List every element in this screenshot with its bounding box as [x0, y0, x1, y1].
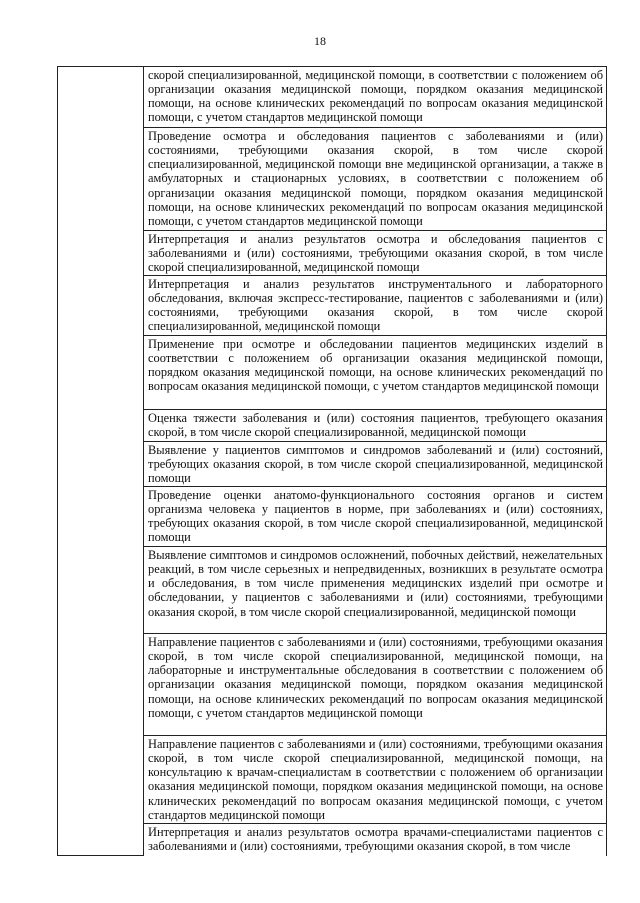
left-column-cell: [58, 67, 144, 856]
table-cell: Интерпретация и анализ результатов осмотра врачами-специалистами пациентов с заболеваниями и (или) состояниями, требующими оказания скорой, в том числе: [144, 824, 607, 856]
table-cell: Интерпретация и анализ результатов инструментального и лабораторного обследования, включая экспресс-тестирование, пациентов с заболеваниями и (или) состояниями, требующими оказания скорой, в том числе скорой специализированной, медицинской помощи: [144, 276, 607, 336]
table-cell: Направление пациентов с заболеваниями и (или) состояниями, требующими оказания скорой, в том числе скорой специализированной, медицинской помощи, на консультацию к врачам-специалистам в соответствии с положением об организации оказания медицинской помощи, порядком оказания медицинской помощи, на основе клинических рекомендаций по вопросам оказания медицинской помощи, с учетом стандартов медицинской помощи: [144, 736, 607, 824]
table-cell: Оценка тяжести заболевания и (или) состояния пациентов, требующего оказания скорой, в том числе скорой специализированной, медицинской помощи: [144, 410, 607, 442]
table-cell: Выявление симптомов и синдромов осложнений, побочных действий, нежелательных реакций, в том числе серьезных и непредвиденных, возникших в результате осмотра и обследования, в том числе применения медицинских изделий при осмотре и обследовании, у пациентов с заболеваниями и (или) состояниями, требующими оказания скорой, в том числе скорой специализированной, медицинской помощи: [144, 547, 607, 634]
table-row: [58, 67, 607, 128]
table-cell: Применение при осмотре и обследовании пациентов медицинских изделий в соответствии с положением об организации оказания медицинской помощи, порядком оказания медицинской помощи, на основе клинических рекомендаций по вопросам оказания медицинской помощи, с учетом стандартов медицинской помощи: [144, 336, 607, 410]
table-cell: скорой специализированной, медицинской помощи, в соответствии с положением об организации оказания медицинской помощи, порядком оказания медицинской помощи, на основе клинических рекомендаций по вопросам оказания медицинской помощи, с учетом стандартов медицинской помощи: [144, 67, 607, 128]
table-cell: Направление пациентов с заболеваниями и (или) состояниями, требующими оказания скорой, в том числе скорой специализированной, медицинской помощи, на лабораторные и инструментальные обследования в соответствии с положением об организации оказания медицинской помощи, порядком оказания медицинской помощи, на основе клинических рекомендаций по вопросам оказания медицинской помощи, с учетом стандартов медицинской помощи: [144, 634, 607, 736]
page-number: 18: [314, 34, 326, 48]
table-cell: Проведение осмотра и обследования пациентов с заболеваниями и (или) состояниями, требующими оказания скорой, в том числе скорой специализированной, медицинской помощи вне медицинской организации, а также в амбулаторных и стационарных условиях, в соответствии с положением об организации оказания медицинской помощи, порядком оказания медицинской помощи, на основе клинических рекомендаций по вопросам оказания медицинской помощи, с учетом стандартов медицинской помощи: [144, 128, 607, 231]
table-cell: Проведение оценки анатомо-функционального состояния органов и систем организма человека у пациентов в норме, при заболеваниях и (или) состояниях, требующих оказания скорой, в том числе скорой специализированной, медицинской помощи: [144, 487, 607, 547]
table-cell: Интерпретация и анализ результатов осмотра и обследования пациентов с заболеваниями и (или) состояниями, требующими оказания скорой, в том числе скорой специализированной, медицинской помощи: [144, 231, 607, 276]
table-cell: Выявление у пациентов симптомов и синдромов заболеваний и (или) состояний, требующих оказания скорой, в том числе скорой специализированной, медицинской помощи: [144, 442, 607, 487]
requirements-table: [57, 66, 607, 856]
